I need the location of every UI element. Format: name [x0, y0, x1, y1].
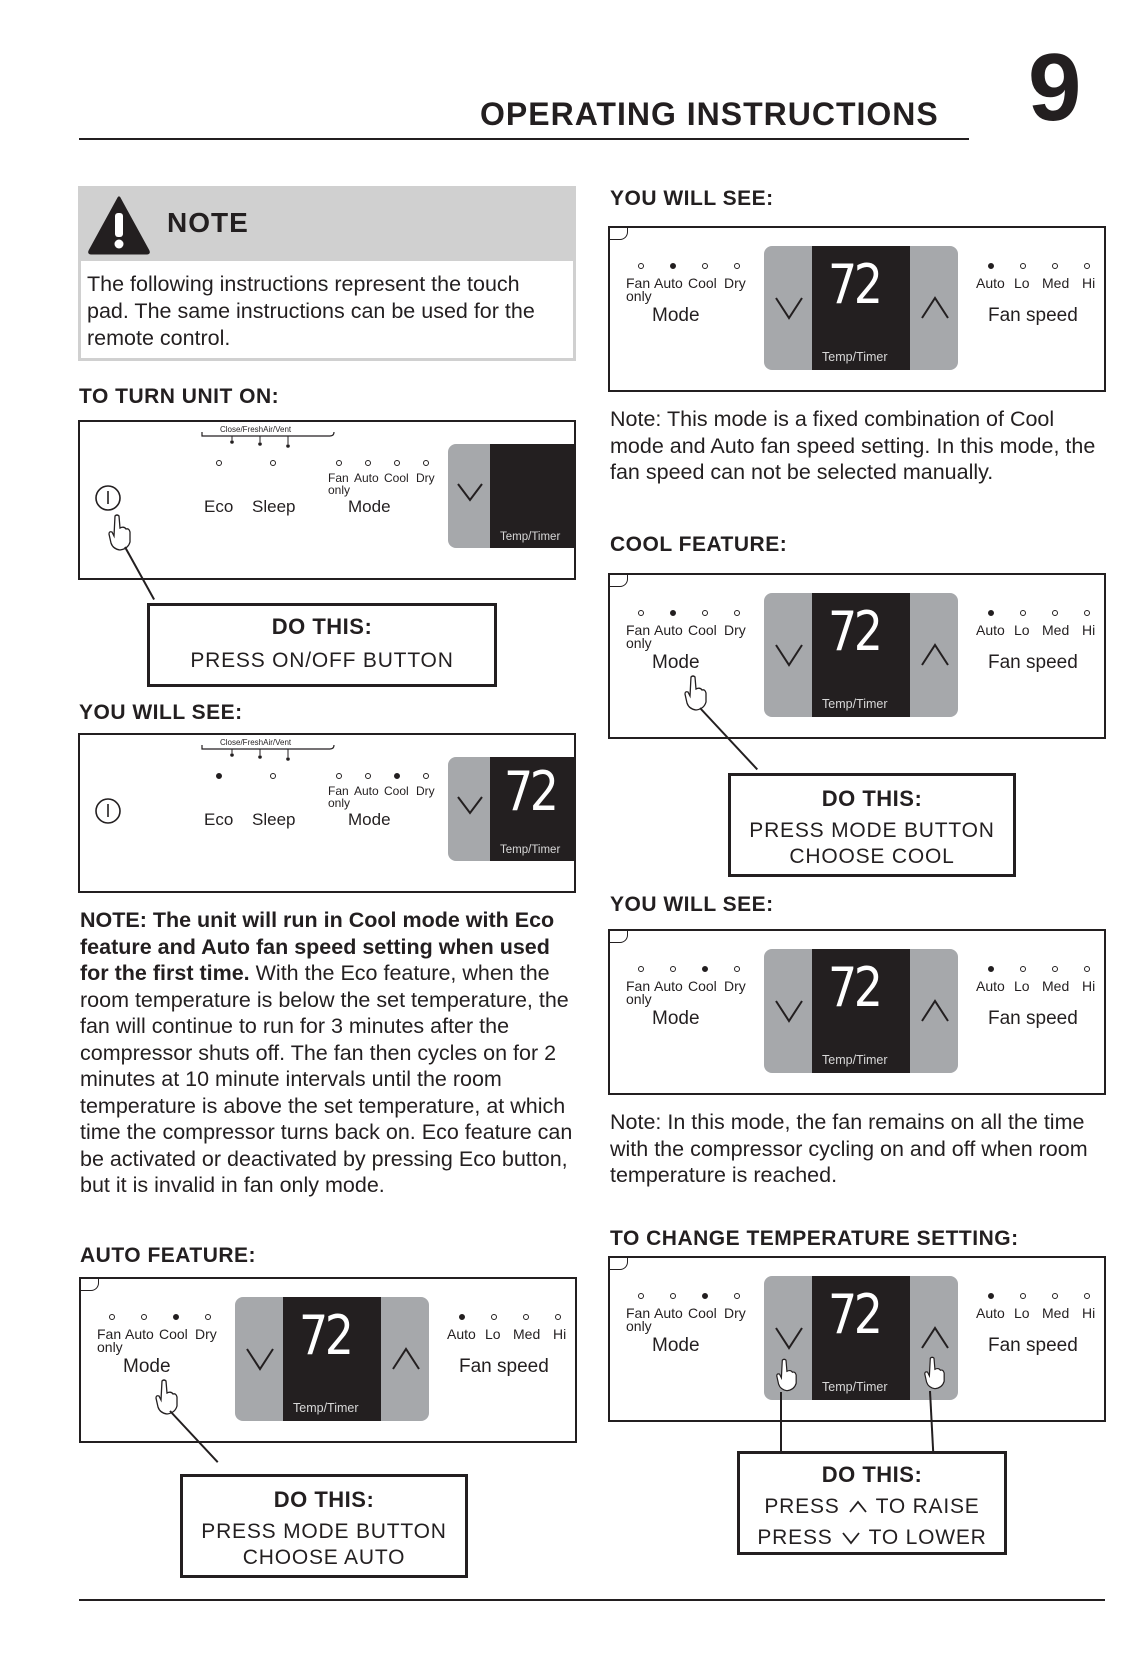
fan-lo-label: Lo — [485, 1326, 501, 1342]
fan-lo-indicator — [1020, 966, 1026, 972]
do-this-temp — [737, 1451, 1007, 1555]
fan-hi-indicator — [1084, 263, 1090, 269]
fan-med-label: Med — [513, 1326, 541, 1342]
dry-indicator — [423, 460, 429, 466]
fan-lo-indicator — [491, 1314, 497, 1320]
mode-auto-label: Auto — [654, 978, 683, 994]
page-number: 9 — [1028, 34, 1082, 141]
fan-lo-label: Lo — [1014, 978, 1030, 994]
you-will-see-heading: YOU WILL SEE: — [79, 701, 243, 724]
fan-med-label: Med — [1042, 622, 1070, 638]
vent-label: Close/FreshAir/Vent — [220, 425, 292, 434]
control-panel-auto — [608, 226, 1106, 392]
panel-corner — [610, 575, 628, 587]
lower-text: TO LOWER — [868, 1526, 987, 1549]
control-panel-cool — [608, 929, 1106, 1095]
dry-indicator — [734, 1293, 740, 1299]
mode-cool-label: Cool — [688, 978, 717, 994]
mode-fan-label: Fan — [328, 784, 349, 798]
lower-press-text: PRESS — [757, 1526, 833, 1549]
fan-speed-button[interactable]: Fan speed — [988, 1335, 1078, 1356]
mode-fan-label: Fan — [626, 1305, 651, 1321]
cool-indicator — [394, 460, 400, 466]
fan-only-indicator — [638, 610, 644, 616]
pointing-hand-icon — [153, 1379, 179, 1415]
fan-hi-label: Hi — [1082, 275, 1096, 291]
pointing-hand-icon — [922, 1356, 946, 1390]
mode-cool-label: Cool — [384, 471, 409, 485]
raise-instruction — [740, 1494, 1004, 1520]
mode-only-label: only — [97, 1339, 123, 1355]
control-panel-auto-press — [79, 1277, 577, 1443]
auto-indicator — [670, 610, 676, 616]
lower-instruction — [740, 1525, 1004, 1551]
vent-bracket — [200, 743, 340, 765]
mode-button[interactable]: Mode — [652, 1335, 700, 1356]
pointing-hand-icon — [106, 514, 132, 552]
mode-only-label: only — [328, 483, 351, 497]
mode-dry-label: Dry — [724, 978, 746, 994]
mode-auto-label: Auto — [125, 1326, 154, 1342]
temp-readout: 72 — [828, 600, 880, 663]
pointing-hand-icon — [774, 1358, 798, 1392]
temp-timer-label: Temp/Timer — [822, 1380, 888, 1394]
fan-lo-label: Lo — [1014, 622, 1030, 638]
fan-hi-label: Hi — [1082, 1305, 1096, 1321]
sleep-indicator — [270, 460, 276, 466]
you-will-see-cool-heading: YOU WILL SEE: — [610, 893, 774, 916]
fan-auto-indicator — [459, 1314, 465, 1320]
mode-button[interactable]: Mode — [652, 652, 700, 673]
mode-cool-label: Cool — [159, 1326, 188, 1342]
auto-feature-heading: AUTO FEATURE: — [80, 1244, 257, 1267]
fan-speed-button[interactable]: Fan speed — [459, 1356, 549, 1377]
do-this-line1: PRESS MODE BUTTON — [201, 1520, 447, 1543]
mode-button[interactable]: Mode — [348, 810, 391, 829]
do-this-on — [147, 603, 497, 687]
fan-auto-indicator — [988, 263, 994, 269]
header-divider — [79, 138, 969, 140]
fan-only-indicator — [109, 1314, 115, 1320]
fan-only-indicator — [638, 1293, 644, 1299]
fan-hi-label: Hi — [1082, 622, 1096, 638]
mode-cool-label: Cool — [688, 275, 717, 291]
sleep-button[interactable]: Sleep — [252, 497, 296, 516]
turn-on-heading: TO TURN UNIT ON: — [79, 385, 280, 408]
eco-indicator — [216, 773, 222, 779]
cool-indicator — [702, 966, 708, 972]
mode-dry-label: Dry — [416, 471, 435, 485]
mode-dry-label: Dry — [416, 784, 435, 798]
cool-indicator — [394, 773, 400, 779]
mode-only-label: only — [626, 991, 652, 1007]
cool-indicator — [702, 263, 708, 269]
chevron-up-icon[interactable] — [920, 999, 950, 1023]
fan-hi-label: Hi — [1082, 978, 1096, 994]
mode-only-label: only — [328, 796, 351, 810]
mode-dry-label: Dry — [195, 1326, 217, 1342]
sleep-button[interactable]: Sleep — [252, 810, 296, 829]
mode-button[interactable]: Mode — [123, 1356, 171, 1377]
do-this-title: DO THIS: — [271, 614, 373, 639]
fan-med-indicator — [1052, 966, 1058, 972]
fan-only-indicator — [638, 263, 644, 269]
eco-button[interactable]: Eco — [204, 810, 234, 829]
fan-lo-label: Lo — [1014, 275, 1030, 291]
chevron-down-icon — [841, 1531, 861, 1545]
auto-indicator — [670, 966, 676, 972]
chevron-down-icon[interactable] — [245, 1347, 275, 1371]
fan-med-indicator — [1052, 1293, 1058, 1299]
chevron-up-icon[interactable] — [920, 296, 950, 320]
do-this-title: DO THIS: — [821, 786, 923, 811]
fan-speed-button[interactable]: Fan speed — [988, 1008, 1078, 1029]
do-this-line: PRESS ON/OFF BUTTON — [190, 649, 454, 672]
auto-indicator — [670, 1293, 676, 1299]
note-box — [78, 186, 576, 361]
fan-auto-label: Auto — [976, 978, 1005, 994]
fan-lo-label: Lo — [1014, 1305, 1030, 1321]
power-icon[interactable] — [94, 797, 122, 825]
do-this-line2: CHOOSE AUTO — [242, 1546, 406, 1569]
do-this-line2: CHOOSE COOL — [789, 845, 955, 868]
fan-auto-label: Auto — [976, 622, 1005, 638]
dry-indicator — [734, 610, 740, 616]
temp-timer-label: Temp/Timer — [500, 844, 561, 856]
cool-indicator — [702, 1293, 708, 1299]
control-panel-off — [78, 420, 576, 580]
chevron-down-icon[interactable] — [456, 795, 484, 815]
mode-cool-label: Cool — [688, 622, 717, 638]
page-title: OPERATING INSTRUCTIONS — [480, 96, 939, 132]
fan-lo-indicator — [1020, 610, 1026, 616]
first-use-note-body: With the Eco feature, when the room temperature is below the set temperature, the fan will continue to run for 3 minutes after the compressor shuts off. The fan then cycles on for 2 minutes at 10 minute intervals until the room temperature is above the set temperature, at which time the compressor turns back on. Eco feature can be activated or deactivated by pressing Eco button, but it is invalid in fan only mode. — [80, 961, 573, 1197]
fan-hi-indicator — [1084, 966, 1090, 972]
mode-cool-label: Cool — [688, 1305, 717, 1321]
raise-text: TO RAISE — [875, 1495, 980, 1518]
cool-indicator — [173, 1314, 179, 1320]
do-this-cool — [728, 773, 1016, 877]
auto-indicator — [365, 460, 371, 466]
mode-only-label: only — [626, 635, 652, 651]
note-title: NOTE — [167, 207, 249, 238]
mode-auto-label: Auto — [654, 275, 683, 291]
dry-indicator — [205, 1314, 211, 1320]
do-this-auto — [180, 1474, 468, 1578]
cool-indicator — [702, 610, 708, 616]
mode-dry-label: Dry — [724, 1305, 746, 1321]
fan-auto-label: Auto — [976, 275, 1005, 291]
fan-auto-indicator — [988, 610, 994, 616]
panel-corner — [81, 1279, 99, 1291]
chevron-up-icon — [848, 1500, 868, 1514]
control-panel-cool-press — [608, 573, 1106, 739]
mode-fan-label: Fan — [626, 978, 651, 994]
mode-only-label: only — [626, 1318, 652, 1334]
temp-readout: 72 — [828, 956, 880, 1019]
temp-readout: 72 — [504, 760, 556, 823]
mode-dry-label: Dry — [724, 275, 746, 291]
chevron-down-icon[interactable] — [774, 643, 804, 667]
raise-press-text: PRESS — [764, 1495, 840, 1518]
fan-only-indicator — [336, 460, 342, 466]
fan-only-indicator — [638, 966, 644, 972]
do-this-title: DO THIS: — [821, 1462, 923, 1487]
fan-med-label: Med — [1042, 275, 1070, 291]
fan-med-indicator — [1052, 610, 1058, 616]
vent-bracket — [200, 430, 340, 452]
power-icon[interactable] — [94, 484, 122, 512]
temp-timer-label: Temp/Timer — [500, 531, 561, 543]
chevron-down-icon[interactable] — [774, 999, 804, 1023]
mode-button[interactable]: Mode — [652, 305, 700, 326]
cool-mode-note: Note: In this mode, the fan remains on all the time with the compressor cycling on and off when room temperature is reached. — [610, 1110, 1088, 1187]
mode-only-label: only — [626, 288, 652, 304]
temp-readout: 72 — [828, 253, 880, 316]
chevron-up-icon[interactable] — [920, 643, 950, 667]
mode-cool-label: Cool — [384, 784, 409, 798]
fan-med-label: Med — [1042, 1305, 1070, 1321]
mode-auto-label: Auto — [354, 784, 379, 798]
temp-timer-label: Temp/Timer — [822, 350, 888, 364]
panel-corner — [610, 931, 628, 943]
mode-fan-label: Fan — [328, 471, 349, 485]
auto-indicator — [141, 1314, 147, 1320]
mode-auto-label: Auto — [354, 471, 379, 485]
control-panel-temp — [608, 1256, 1106, 1422]
panel-corner — [610, 1258, 628, 1270]
dry-indicator — [734, 263, 740, 269]
do-this-title: DO THIS: — [273, 1487, 375, 1512]
fan-med-indicator — [523, 1314, 529, 1320]
sleep-indicator — [270, 773, 276, 779]
chevron-up-icon[interactable] — [920, 1326, 950, 1350]
mode-auto-label: Auto — [654, 1305, 683, 1321]
fan-hi-indicator — [1084, 610, 1090, 616]
mode-dry-label: Dry — [724, 622, 746, 638]
mode-fan-label: Fan — [626, 275, 651, 291]
temp-timer-label: Temp/Timer — [822, 1053, 888, 1067]
fan-auto-indicator — [988, 1293, 994, 1299]
vent-label: Close/FreshAir/Vent — [220, 738, 292, 747]
temp-readout: 72 — [828, 1283, 880, 1346]
warning-triangle-icon — [87, 195, 151, 255]
temp-timer-label: Temp/Timer — [822, 697, 888, 711]
mode-button[interactable]: Mode — [652, 1008, 700, 1029]
fan-speed-button[interactable]: Fan speed — [988, 305, 1078, 326]
footer-divider — [79, 1599, 1105, 1601]
mode-fan-label: Fan — [626, 622, 651, 638]
auto-indicator — [365, 773, 371, 779]
note-text: The following instructions represent the touch pad. The same instructions can be used for the remote control. — [87, 272, 535, 350]
mode-fan-label: Fan — [97, 1326, 122, 1342]
fan-hi-indicator — [555, 1314, 561, 1320]
note-header — [81, 189, 573, 261]
do-this-line1: PRESS MODE BUTTON — [749, 819, 995, 842]
fan-auto-label: Auto — [447, 1326, 476, 1342]
eco-indicator — [216, 460, 222, 466]
eco-button[interactable]: Eco — [204, 497, 234, 516]
fan-auto-label: Auto — [976, 1305, 1005, 1321]
you-will-see-auto-heading: YOU WILL SEE: — [610, 187, 774, 210]
mode-button[interactable]: Mode — [348, 497, 391, 516]
change-temp-heading: TO CHANGE TEMPERATURE SETTING: — [610, 1227, 1019, 1250]
chevron-down-icon[interactable] — [456, 482, 484, 502]
chevron-down-icon[interactable] — [774, 1326, 804, 1350]
control-panel-on — [78, 733, 576, 893]
dry-indicator — [423, 773, 429, 779]
pointing-hand-icon — [682, 675, 708, 711]
fan-med-indicator — [1052, 263, 1058, 269]
temp-timer-label: Temp/Timer — [293, 1401, 359, 1415]
fan-speed-button[interactable]: Fan speed — [988, 652, 1078, 673]
panel-corner — [610, 228, 628, 240]
cool-feature-heading: COOL FEATURE: — [610, 533, 788, 556]
mode-auto-label: Auto — [654, 622, 683, 638]
fan-only-indicator — [336, 773, 342, 779]
chevron-up-icon[interactable] — [391, 1347, 421, 1371]
first-use-note — [80, 907, 580, 1199]
dry-indicator — [734, 966, 740, 972]
fan-hi-label: Hi — [553, 1326, 567, 1342]
chevron-down-icon[interactable] — [774, 296, 804, 320]
fan-med-label: Med — [1042, 978, 1070, 994]
temp-readout: 72 — [299, 1304, 351, 1367]
auto-mode-note: Note: This mode is a fixed combination of Cool mode and Auto fan speed setting. In this mode, the fan speed can not be selected manually. — [610, 407, 1096, 484]
fan-auto-indicator — [988, 966, 994, 972]
auto-indicator — [670, 263, 676, 269]
fan-hi-indicator — [1084, 1293, 1090, 1299]
fan-lo-indicator — [1020, 263, 1026, 269]
fan-lo-indicator — [1020, 1293, 1026, 1299]
first-use-note-bold: NOTE: The unit will run in Cool mode with Eco feature and Auto fan speed setting when used for the first time. — [80, 908, 555, 985]
